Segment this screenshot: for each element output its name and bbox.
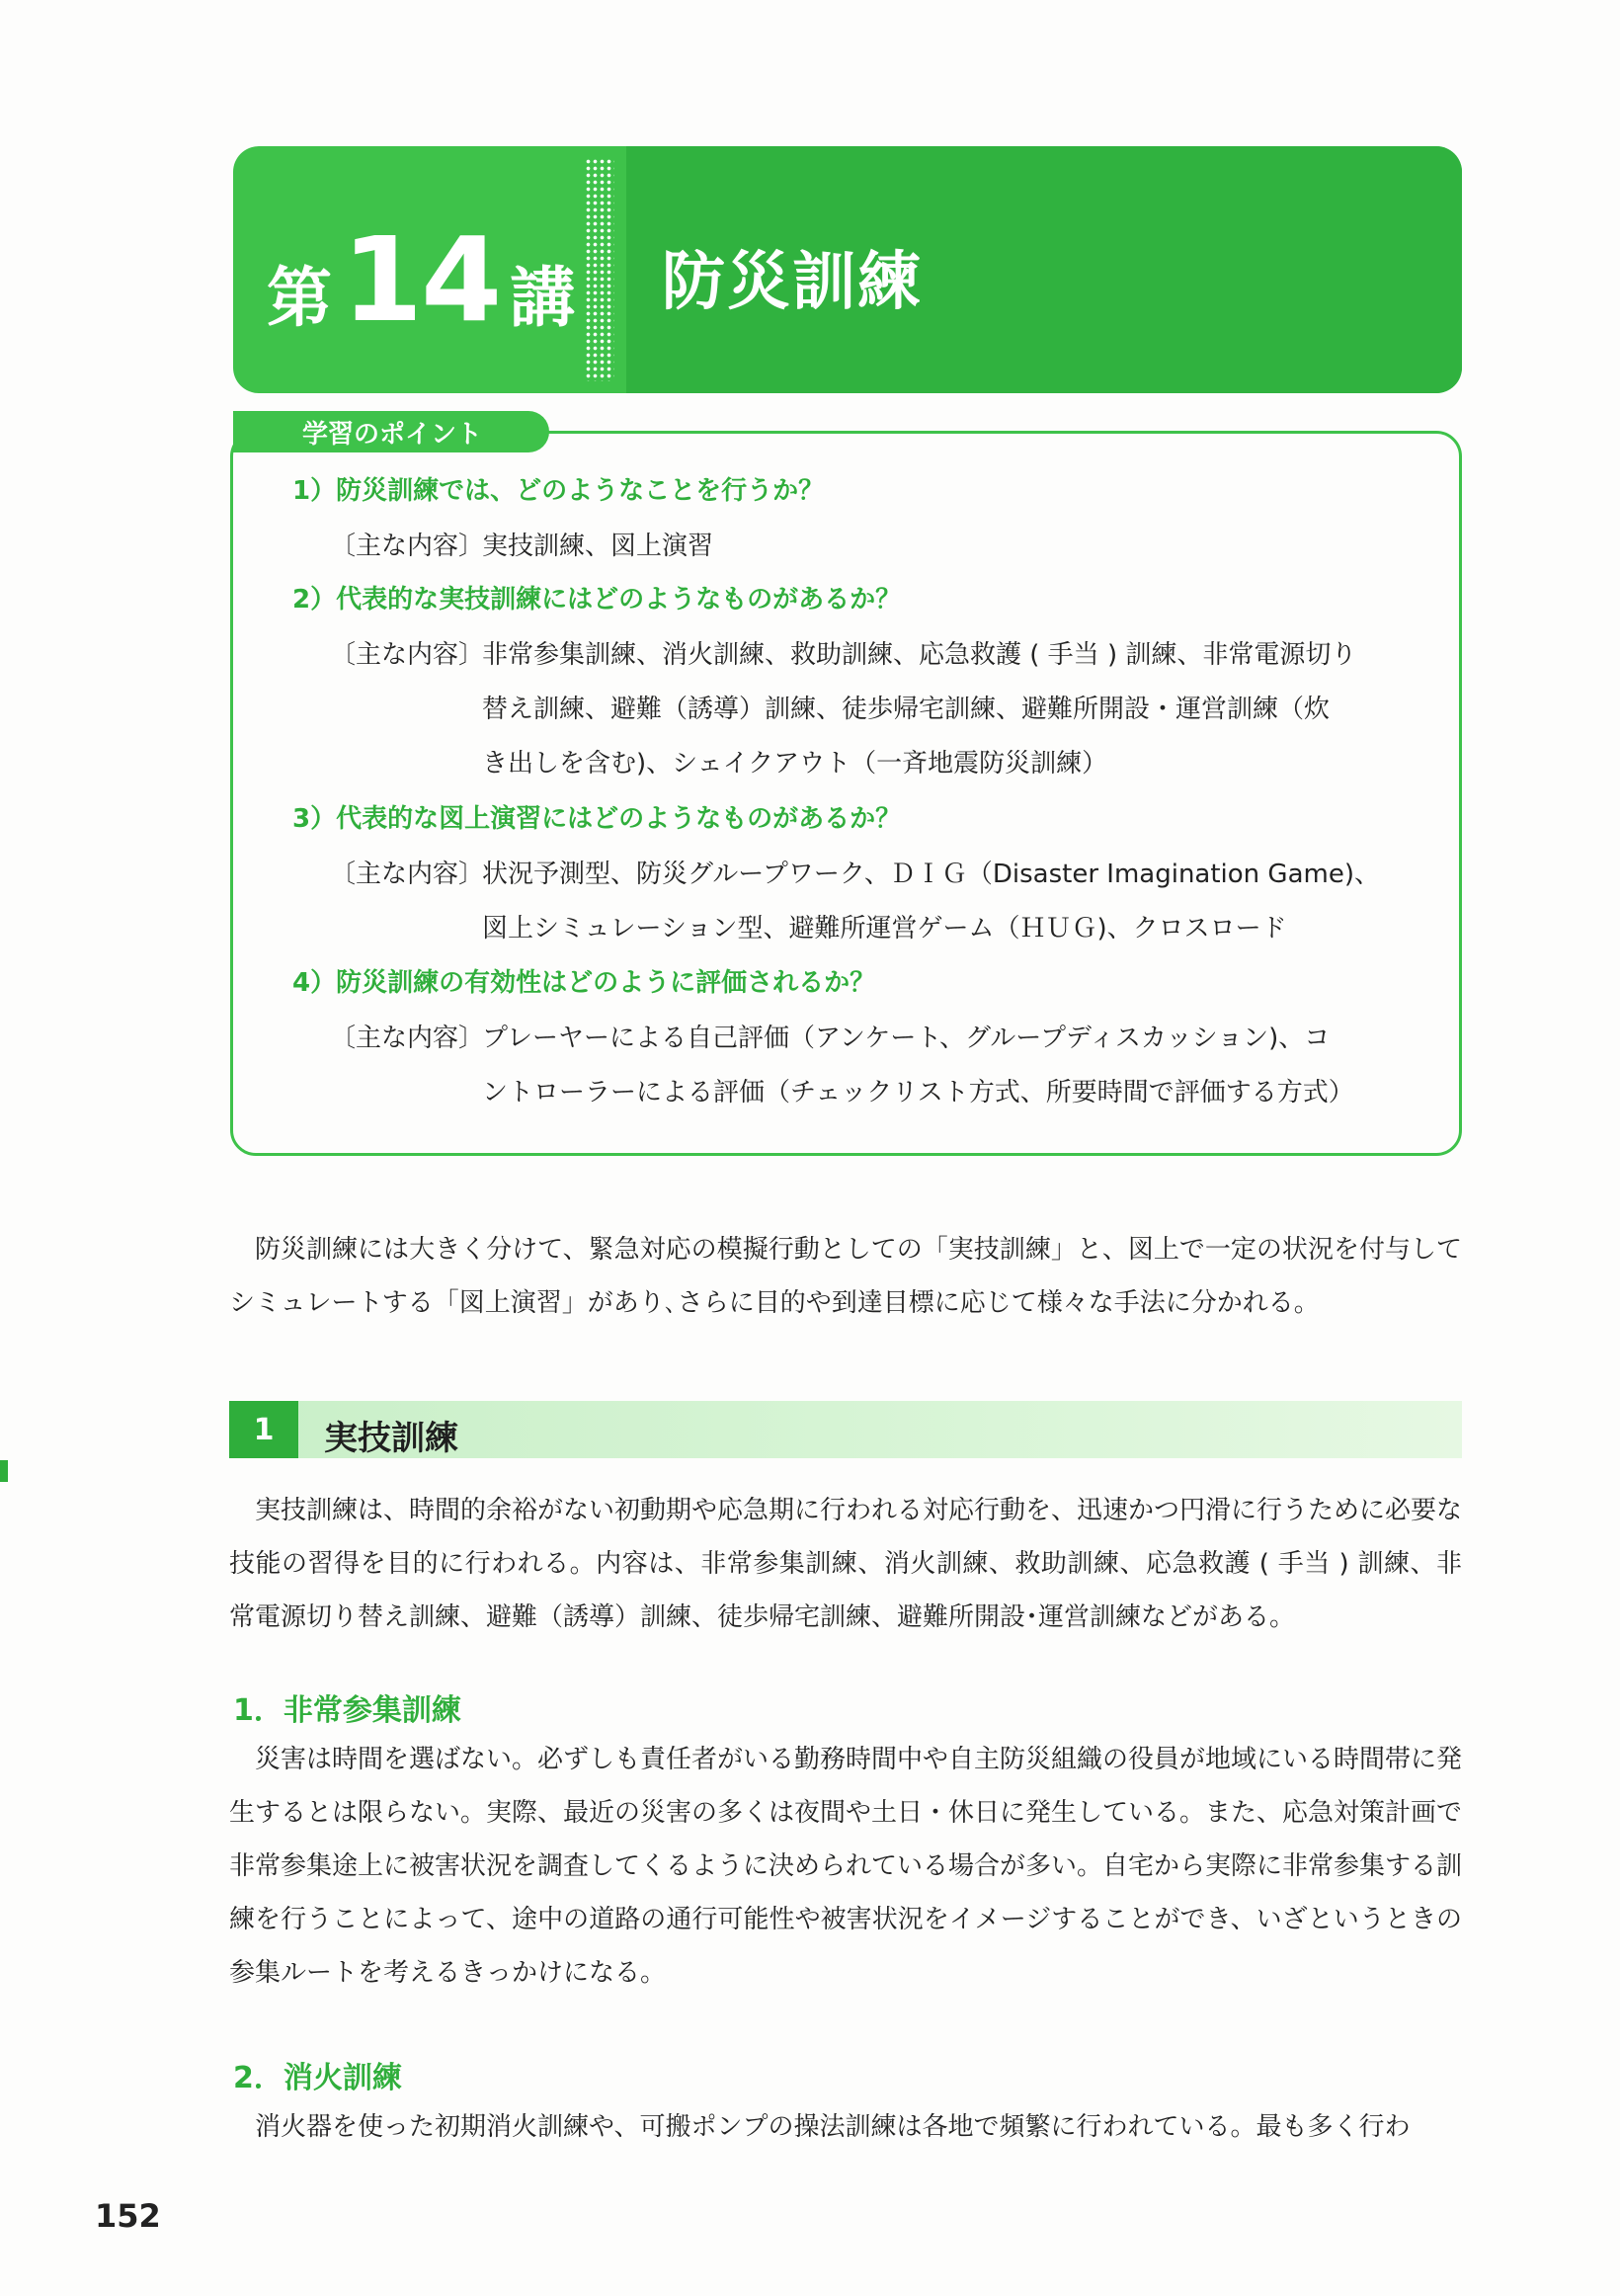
point-question: 1）防災訓練では、どのようなことを行うか？ — [292, 476, 825, 506]
subsection-body-text: 災害は時間を選ばない。必ずしも責任者がいる勤務時間中や自主防災組織の役員が地域にいる時間帯に発生するとは限らない。実際、最近の災害の多くは夜間や土日・休日に発生している。また、応急対策計画で非常参集途上に被害状況を調査してくるように決められている場合が多い。自宅から実際に非常参集する訓練を行うことによって、途中の道路の通行可能性や被害状況をイメージすることができ、いざというときの参集ルートを考えるきっかけになる。 — [229, 1745, 1463, 1988]
banner-dot-divider — [585, 158, 614, 381]
subsection-body — [229, 2100, 1462, 2154]
point-content-line: 非常参集訓練、消火訓練、救助訓練、応急救護 ( 手当 ) 訓練、非常電源切り — [482, 640, 1357, 670]
intro-paragraph — [229, 1223, 1462, 1330]
chapter-number-value: 14 — [342, 211, 501, 348]
chapter-prefix: 第 — [267, 260, 332, 336]
learning-points-tab: 学習のポイント — [233, 411, 549, 452]
section-body-text: 実技訓練は、時間的余裕がない初動期や応急期に行われる対応行動を、迅速かつ円滑に行うために必要な技能の習得を目的に行われる。内容は、非常参集訓練、消火訓練、救助訓練、応急救護 ( 手当 ) 訓練、非常電源切り替え訓練、避難（誘導）訓練、徒歩帰宅訓練、避難所開設･運営訓練などがある。 — [229, 1496, 1463, 1632]
point-tag: 〔主な内容〕 — [330, 532, 485, 561]
subsection-heading: 1．非常参集訓練 — [233, 1693, 461, 1728]
chapter-banner — [233, 146, 1462, 393]
point-content-line: 状況予測型、防災グループワーク、ＤＩＧ（Disaster Imagination Game)、 — [482, 860, 1380, 889]
section-title: 実技訓練 — [324, 1419, 458, 1458]
intro-text: 防災訓練には大きく分けて、緊急対応の模擬行動としての「実技訓練」と、図上で一定の状況を付与してシミュレートする「図上演習」があり､さらに目的や到達目標に応じて様々な手法に分かれる。 — [229, 1235, 1462, 1318]
chapter-number — [267, 211, 575, 348]
point-question: 4）防災訓練の有効性はどのように評価されるか？ — [292, 968, 876, 998]
point-question: 2）代表的な実技訓練にはどのようなものがあるか？ — [292, 585, 902, 615]
point-question: 3）代表的な図上演習にはどのようなものがあるか？ — [292, 804, 902, 834]
point-content-line: プレーヤーによる自己評価（アンケート、グループディスカッション)、コ — [482, 1024, 1331, 1053]
point-tag: 〔主な内容〕 — [330, 860, 485, 889]
point-content-line: 替え訓練、避難（誘導）訓練、徒歩帰宅訓練、避難所開設・運営訓練（炊 — [482, 695, 1331, 724]
point-tag: 〔主な内容〕 — [330, 640, 485, 670]
subsection-body — [229, 1733, 1462, 2000]
section-number: 1 — [229, 1401, 298, 1458]
section-heading — [229, 1401, 1462, 1458]
subsection-body-text: 消火器を使った初期消火訓練や、可搬ポンプの操法訓練は各地で頻繁に行われている。最も多く行わ — [255, 2112, 1411, 2142]
point-content-line: ントローラーによる評価（チェックリスト方式、所要時間で評価する方式） — [482, 1078, 1354, 1107]
chapter-title: 防災訓練 — [662, 246, 923, 319]
section-body — [229, 1484, 1462, 1644]
subsection-heading: 2．消火訓練 — [233, 2061, 402, 2095]
point-content-line: 図上シミュレーション型、避難所運営ゲーム（ＨＵＧ)、クロスロード — [482, 914, 1287, 943]
point-content-line: 実技訓練、図上演習 — [482, 532, 714, 561]
point-content-line: き出しを含む)、シェイクアウト（一斉地震防災訓練） — [482, 749, 1108, 779]
point-tag: 〔主な内容〕 — [330, 1024, 485, 1053]
page-edge-marker — [0, 1460, 8, 1482]
chapter-suffix: 講 — [510, 260, 576, 336]
page-number: 152 — [95, 2197, 161, 2235]
